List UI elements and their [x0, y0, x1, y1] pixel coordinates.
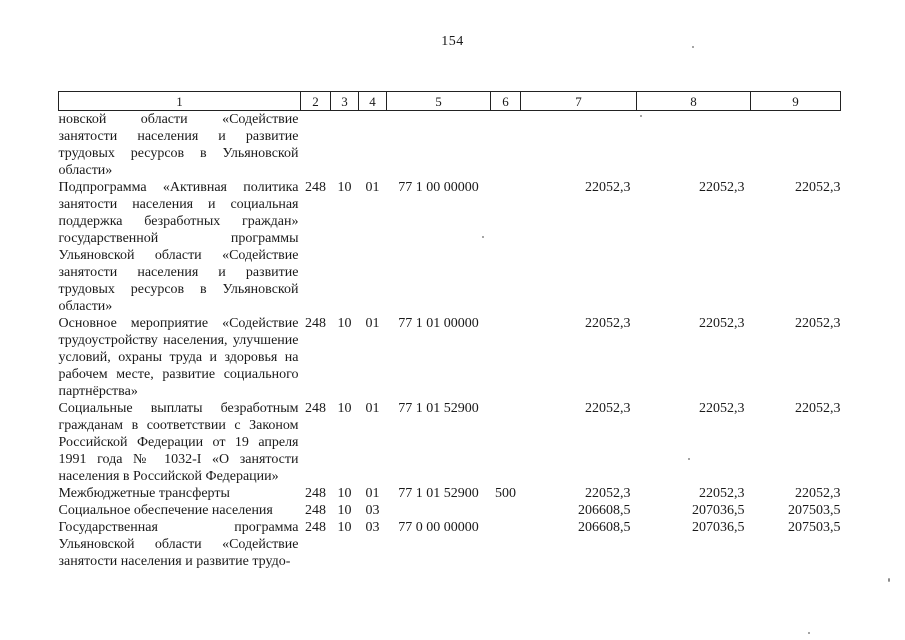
cell-section: 10	[337, 503, 352, 518]
cell-name: Подпрограмма «Активная политика занятости населения и социальная поддержка безработных граждан» государственной программы Ульяновской области «Содействие занятости населения и развитие трудовых ресурсов в Ульяновской области»	[58, 180, 299, 314]
cell-amount-col7: 206608,5	[578, 520, 631, 535]
table-row	[59, 179, 841, 315]
cell-amount-col7: 206608,5	[578, 503, 631, 518]
cell-expense-type	[491, 111, 521, 180]
cell-target-article: 77 1 00 00000	[398, 180, 479, 195]
cell-name: Межбюджетные трансферты	[58, 486, 230, 501]
header-col-2: 2	[301, 92, 331, 111]
cell-target-article: 77 1 01 52900	[398, 401, 479, 416]
cell-name: новской области «Содействие занятости населения и развитие трудовых ресурсов в Ульяновской области»	[58, 112, 299, 178]
header-col-3: 3	[331, 92, 359, 111]
scan-speck	[692, 46, 694, 48]
table-row	[59, 315, 841, 400]
cell-section: 10	[337, 316, 352, 331]
cell-amount-col8: 207036,5	[692, 503, 745, 518]
cell-subsection: 03	[365, 503, 380, 518]
scan-speck	[808, 632, 810, 634]
cell-ministry: 248	[305, 316, 326, 331]
cell-subsection	[359, 111, 387, 180]
cell-amount-col8: 22052,3	[699, 401, 745, 416]
cell-name: Социальное обеспечение населения	[58, 503, 273, 518]
header-col-6: 6	[491, 92, 521, 111]
cell-amount-col9: 22052,3	[795, 180, 841, 195]
table-row	[59, 502, 841, 519]
cell-expense-type: 500	[495, 486, 516, 501]
cell-ministry: 248	[305, 503, 326, 518]
cell-ministry	[301, 111, 331, 180]
cell-section	[331, 111, 359, 180]
cell-name: Государственная программа Ульяновской области «Содействие занятости населения и развитие трудо-	[58, 520, 299, 569]
cell-amount-col7: 22052,3	[585, 316, 631, 331]
table-row	[59, 519, 841, 570]
cell-subsection: 03	[365, 520, 380, 535]
cell-amount-col8: 22052,3	[699, 180, 745, 195]
cell-section: 10	[337, 486, 352, 501]
cell-ministry: 248	[305, 401, 326, 416]
cell-target-article: 77 0 00 00000	[398, 520, 479, 535]
scan-speck	[640, 115, 642, 117]
header-col-1: 1	[59, 92, 301, 111]
cell-amount-col8: 207036,5	[692, 520, 745, 535]
cell-amount-col9: 22052,3	[795, 401, 841, 416]
cell-ministry: 248	[305, 180, 326, 195]
cell-amount-col9: 207503,5	[788, 520, 841, 535]
cell-target-article	[387, 111, 491, 180]
table-body	[59, 111, 841, 571]
table-row	[59, 485, 841, 502]
cell-expense-type	[491, 400, 521, 485]
cell-name: Основное мероприятие «Содействие трудоустройству населения, улучшение условий, охраны труда и здоровья на рабочем месте, развитие социального партнёрства»	[58, 316, 299, 399]
cell-subsection: 01	[365, 486, 380, 501]
cell-amount-col7: 22052,3	[585, 486, 631, 501]
cell-subsection: 01	[365, 180, 380, 195]
cell-amount-col9: 22052,3	[795, 316, 841, 331]
cell-amount-col8: 22052,3	[699, 316, 745, 331]
cell-ministry: 248	[305, 520, 326, 535]
header-col-9: 9	[751, 92, 841, 111]
header-col-8: 8	[637, 92, 751, 111]
scan-speck	[688, 458, 690, 460]
header-col-4: 4	[359, 92, 387, 111]
page-number: 154	[441, 34, 464, 49]
cell-section: 10	[337, 520, 352, 535]
cell-expense-type	[491, 502, 521, 519]
cell-amount-col8	[637, 111, 751, 180]
cell-expense-type	[491, 519, 521, 570]
cell-amount-col9: 207503,5	[788, 503, 841, 518]
cell-amount-col9	[751, 111, 841, 180]
cell-ministry: 248	[305, 486, 326, 501]
cell-amount-col7: 22052,3	[585, 401, 631, 416]
cell-section: 10	[337, 401, 352, 416]
header-col-5: 5	[387, 92, 491, 111]
header-col-7: 7	[521, 92, 637, 111]
cell-target-article: 77 1 01 00000	[398, 316, 479, 331]
cell-expense-type	[491, 315, 521, 400]
scan-speck	[482, 236, 484, 238]
cell-name: Социальные выплаты безработным гражданам в соответствии с Законом Российской Федерации от 19 апреля 1991 года № 1032-I «О занятости населения в Российской Федерации»	[58, 401, 299, 484]
cell-subsection: 01	[365, 316, 380, 331]
budget-table	[58, 91, 841, 570]
cell-amount-col7	[521, 111, 637, 180]
cell-expense-type	[491, 179, 521, 315]
table-row	[59, 400, 841, 485]
cell-target-article	[387, 502, 491, 519]
cell-amount-col7: 22052,3	[585, 180, 631, 195]
cell-section: 10	[337, 180, 352, 195]
table-header	[59, 92, 841, 111]
cell-amount-col8: 22052,3	[699, 486, 745, 501]
scan-speck	[888, 578, 890, 582]
table-row	[59, 111, 841, 180]
cell-amount-col9: 22052,3	[795, 486, 841, 501]
cell-target-article: 77 1 01 52900	[398, 486, 479, 501]
cell-subsection: 01	[365, 401, 380, 416]
